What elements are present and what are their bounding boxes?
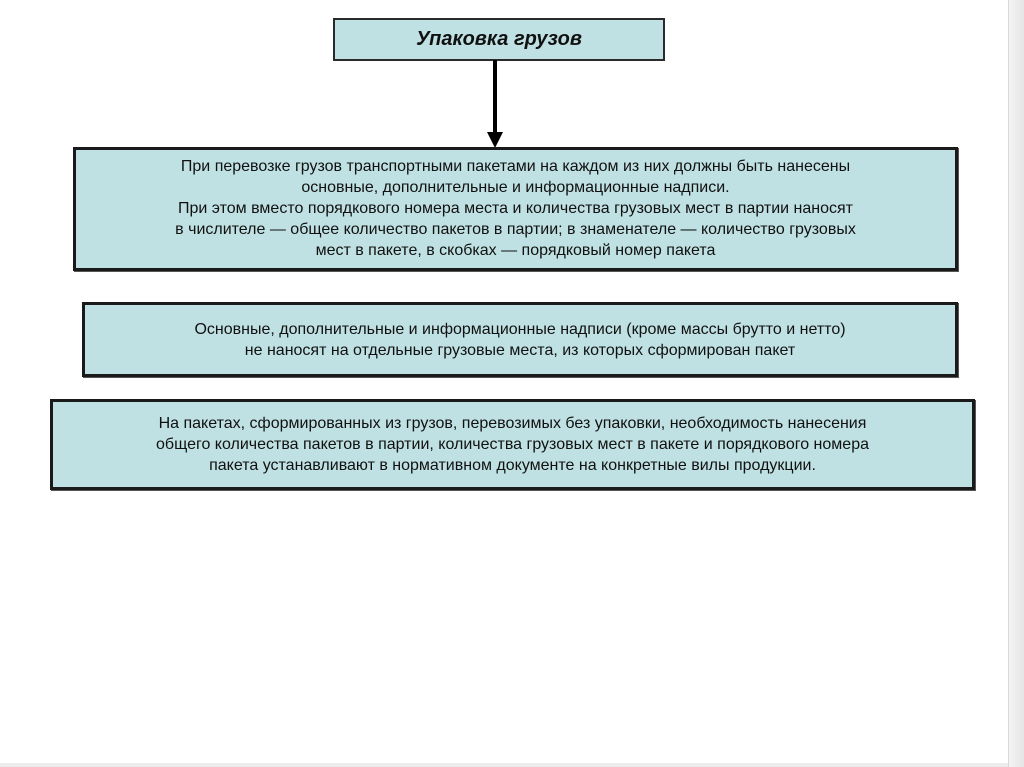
- box2-line-2: не наносят на отдельные грузовые места, из которых сформирован пакет: [244, 342, 796, 359]
- box1-line-2: основные, дополнительные и информационные надписи.: [301, 179, 730, 196]
- arrow-head: [487, 132, 503, 148]
- info-box-unpacked: [50, 399, 975, 490]
- info-box-inscriptions: [82, 302, 958, 377]
- info-box-packets: [73, 147, 958, 271]
- box3-line-2: общего количества пакетов в партии, количества грузовых мест в пакете и порядкового номера: [156, 436, 869, 453]
- box2-line-1: Основные, дополнительные и информационные надписи (кроме массы брутто и нетто): [194, 321, 846, 338]
- title-box: [333, 18, 665, 61]
- box3-line-1: На пакетах, сформированных из грузов, перевозимых без упаковки, необходимость нанесения: [158, 415, 867, 432]
- box1-line-4: в числителе — общее количество пакетов в партии; в знаменателе — количество грузовых: [175, 221, 856, 238]
- box1-line-3: При этом вместо порядкового номера места и количества грузовых мест в партии наносят: [178, 200, 853, 217]
- box3-line-3: пакета устанавливают в нормативном документе на конкретные вилы продукции.: [209, 457, 816, 474]
- down-arrow: [480, 60, 510, 150]
- box1-line-1: При перевозке грузов транспортными пакетами на каждом из них должны быть нанесены: [180, 158, 851, 175]
- box1-line-5: мест в пакете, в скобках — порядковый номер пакета: [315, 242, 716, 259]
- slide-edge-right: [1008, 0, 1024, 767]
- slide-edge-bottom: [0, 763, 1008, 767]
- title-text: Упаковка грузов: [416, 28, 582, 50]
